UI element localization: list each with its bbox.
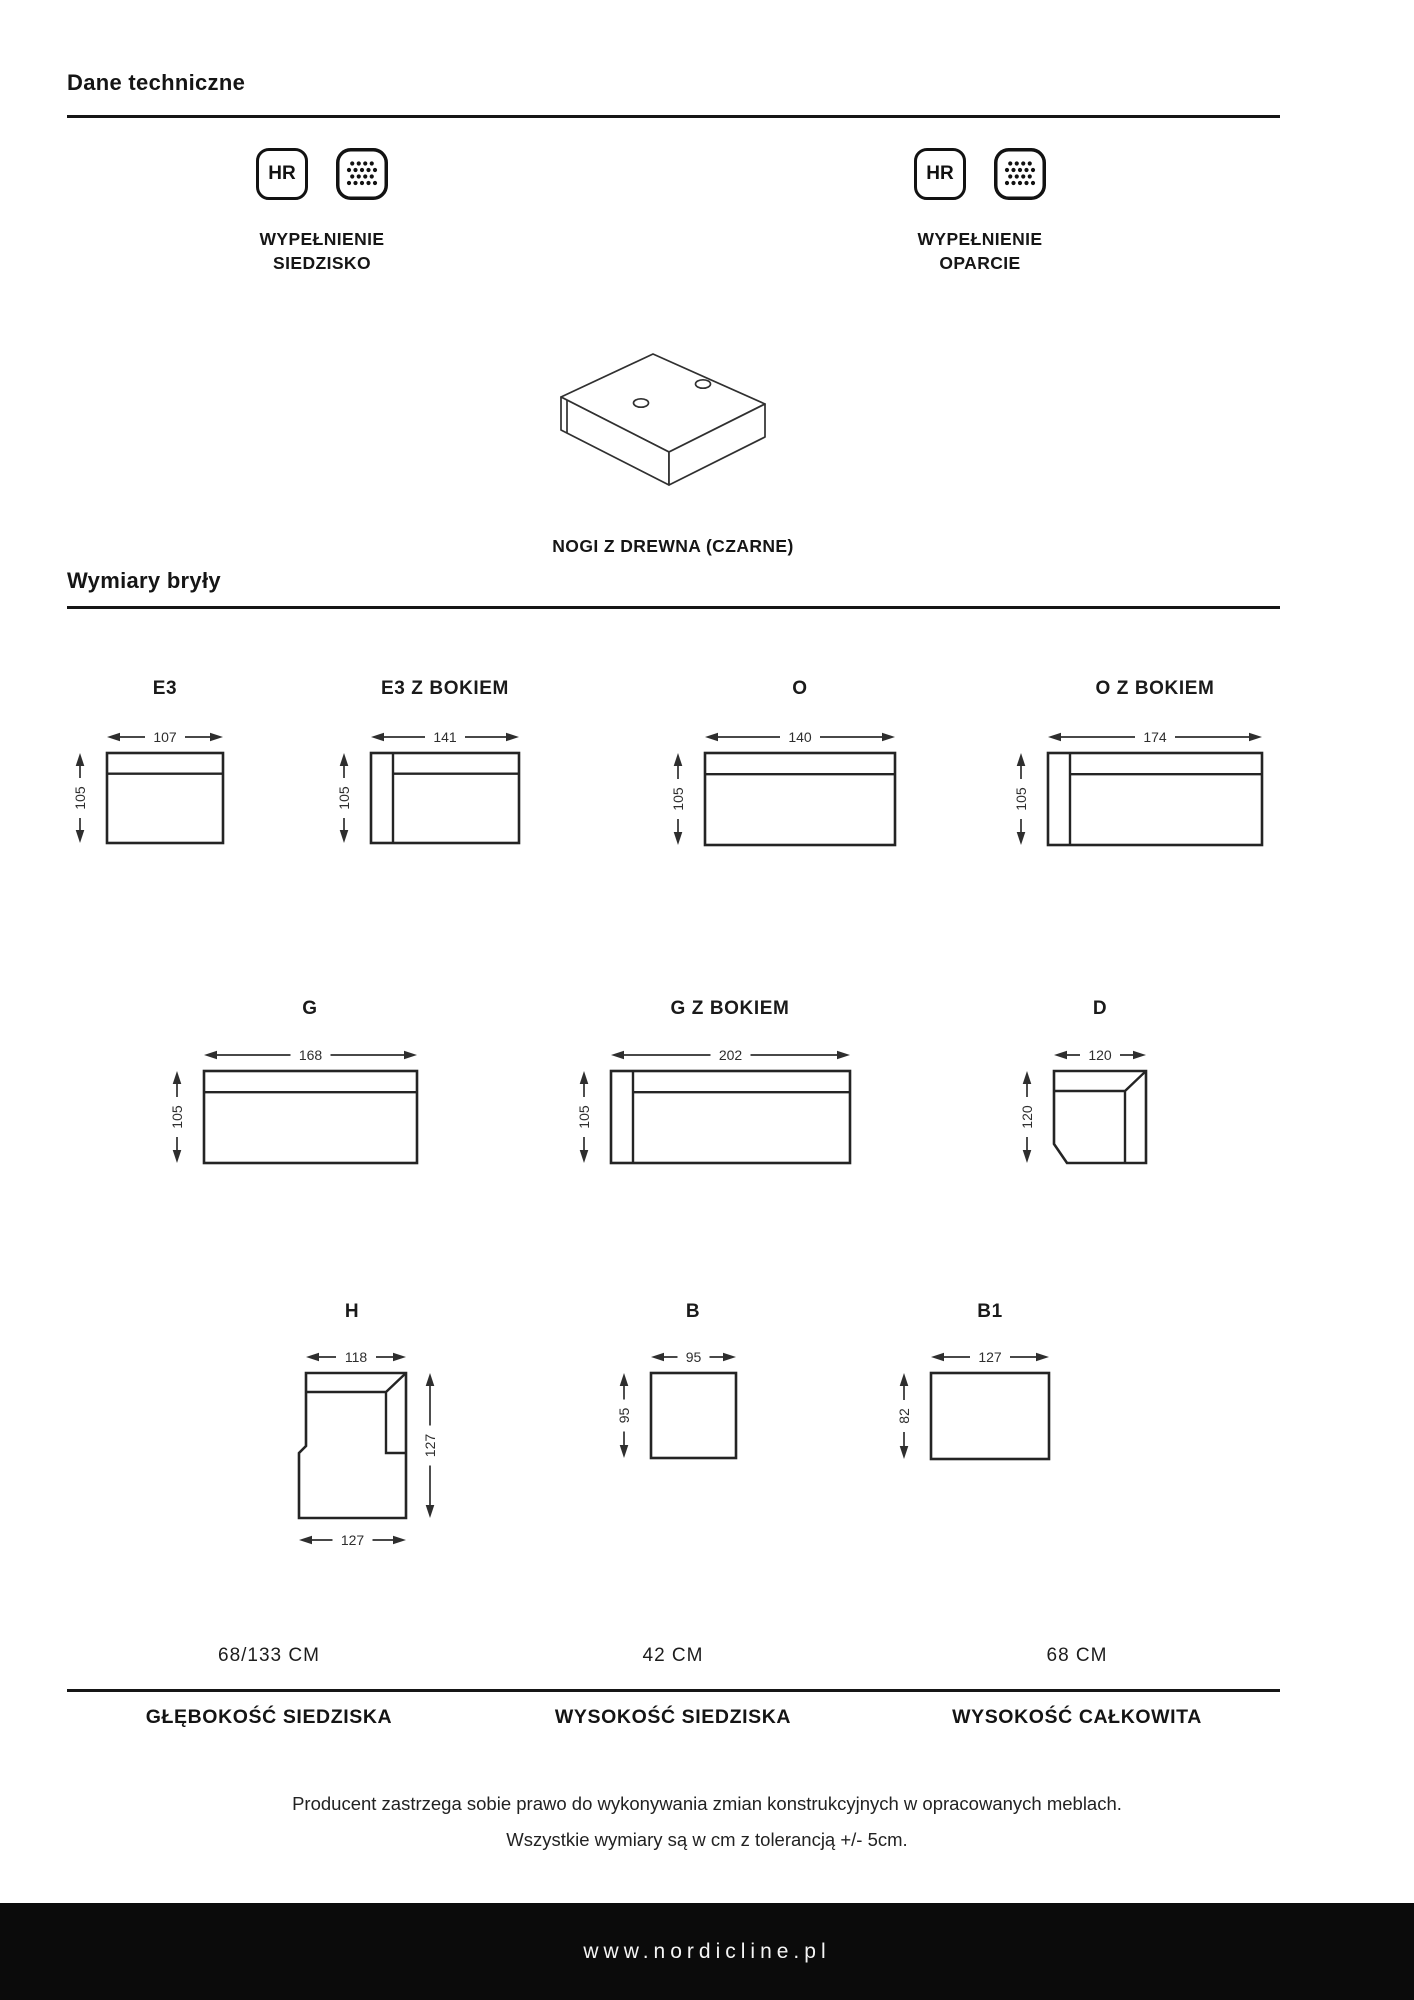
svg-text:168: 168	[298, 1047, 322, 1063]
hr-foam-badge	[256, 148, 308, 200]
disclaimer-line: Producent zastrzega sobie prawo do wykonywania zmian konstrukcyjnych w opracowanych meblach.	[292, 1793, 1122, 1814]
legs-figure	[553, 342, 793, 527]
section-title-dane-techniczne: Dane techniczne	[67, 70, 246, 95]
divider	[67, 1689, 1280, 1692]
filling-label-seat: WYPEŁNIENIE SIEDZISKO	[259, 229, 385, 273]
module-label: D	[1092, 998, 1108, 1019]
svg-text:95: 95	[685, 1349, 701, 1365]
svg-text:127: 127	[421, 1433, 438, 1458]
legs-caption: NOGI Z DREWNA (CZARNE)	[552, 536, 794, 556]
module-diagram	[567, 1045, 856, 1174]
module-diagram	[63, 727, 229, 854]
module-label: E3	[152, 678, 178, 699]
svg-text:105: 105	[1013, 787, 1029, 811]
svg-text:105: 105	[72, 786, 88, 810]
svg-text:82: 82	[896, 1408, 912, 1424]
divider	[67, 606, 1280, 609]
footer-url[interactable]: www.nordicline.pl	[583, 1939, 831, 1963]
module-diagram	[297, 1347, 447, 1561]
hr-badge-label: HR	[926, 163, 954, 184]
hr-badge-label: HR	[268, 163, 296, 184]
svg-text:95: 95	[615, 1407, 632, 1424]
svg-text:127: 127	[340, 1532, 364, 1548]
disclaimer	[107, 1786, 1307, 1858]
svg-text:118: 118	[344, 1349, 367, 1365]
module-label: O Z BOKIEM	[1095, 678, 1215, 699]
hr-foam-badge	[914, 148, 966, 200]
module-diagram	[1010, 1045, 1152, 1174]
divider	[67, 115, 1280, 118]
svg-text:120: 120	[1019, 1105, 1035, 1129]
svg-text:105: 105	[168, 1105, 185, 1129]
module-label: B	[685, 1301, 701, 1322]
svg-text:120: 120	[1088, 1047, 1112, 1063]
svg-text:107: 107	[153, 729, 177, 745]
module-label: E3 Z BOKIEM	[380, 678, 509, 699]
filling-label-backrest: WYPEŁNIENIE OPARCIE	[917, 229, 1043, 273]
disclaimer-line: Wszystkie wymiary są w cm z tolerancją +/- 5cm.	[506, 1829, 908, 1850]
module-label: G Z BOKIEM	[670, 998, 790, 1019]
stat-label: WYSOKOŚĆ SIEDZISKA	[554, 1706, 792, 1728]
filling-group-backrest	[830, 148, 1130, 275]
foam-dots-icon	[336, 148, 388, 205]
module-label: G	[302, 998, 318, 1019]
stat-value: 42 CM	[642, 1645, 704, 1666]
module-diagram	[1004, 727, 1268, 856]
svg-text:105: 105	[575, 1105, 592, 1129]
stat-value: 68 CM	[1046, 1645, 1108, 1666]
module-diagram	[327, 727, 525, 854]
module-diagram	[661, 727, 901, 856]
foam-dots-icon	[994, 148, 1046, 205]
stat-label: GŁĘBOKOŚĆ SIEDZISKA	[145, 1706, 393, 1728]
module-label: B1	[977, 1301, 1003, 1322]
svg-text:202: 202	[718, 1047, 742, 1063]
svg-text:105: 105	[336, 786, 352, 810]
section-title-wymiary-bryly: Wymiary bryły	[67, 568, 221, 593]
svg-text:140: 140	[788, 729, 812, 745]
module-diagram	[887, 1347, 1055, 1470]
svg-text:127: 127	[978, 1349, 1002, 1365]
svg-text:174: 174	[1143, 729, 1167, 745]
module-diagram	[607, 1347, 742, 1469]
module-diagram	[160, 1045, 423, 1174]
stat-label: WYSOKOŚĆ CAŁKOWITA	[952, 1706, 1202, 1728]
module-label: H	[344, 1301, 360, 1322]
footer-bar	[0, 1903, 1414, 2000]
stat-value: 68/133 CM	[218, 1645, 320, 1666]
svg-text:141: 141	[433, 729, 457, 745]
svg-text:105: 105	[670, 787, 686, 811]
filling-group-seat	[172, 148, 472, 275]
module-label: O	[792, 678, 808, 699]
